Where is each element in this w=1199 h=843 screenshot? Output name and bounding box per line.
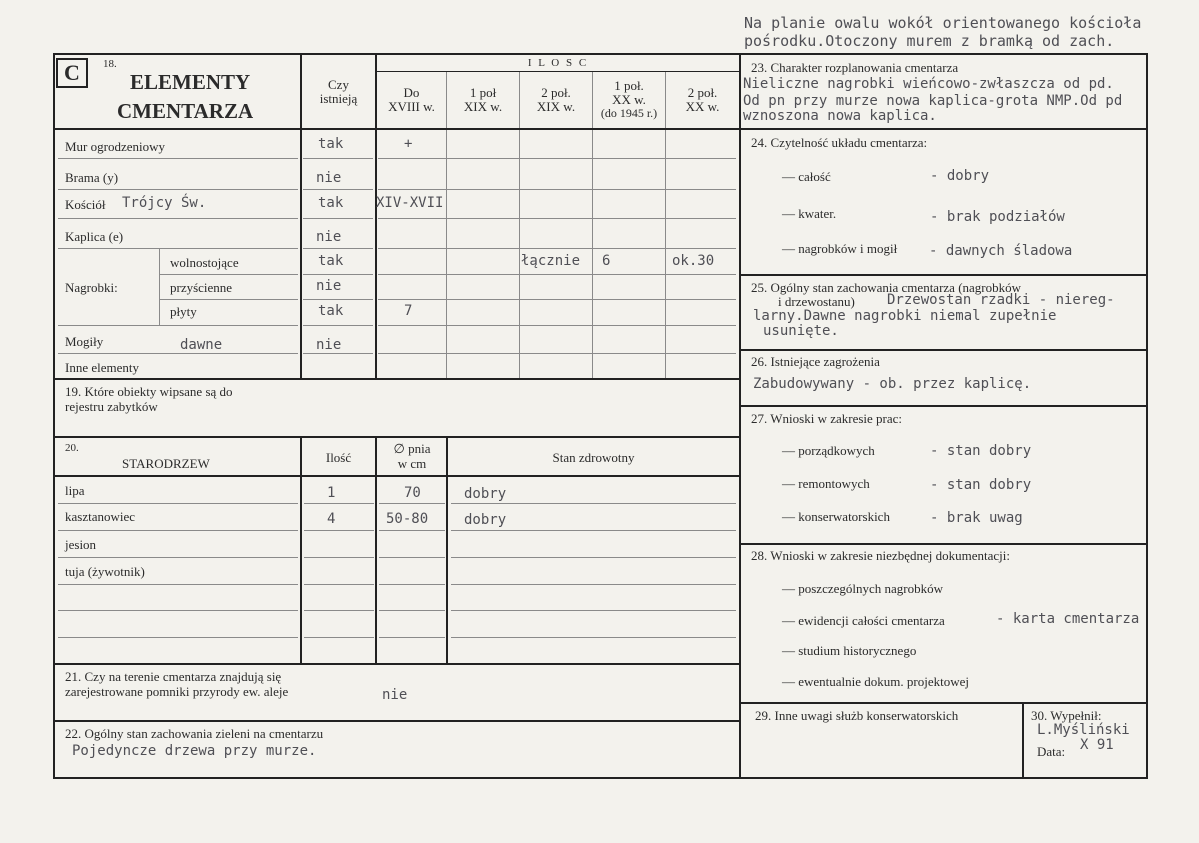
row-exists-kaplica: nie [316, 229, 342, 245]
row-p4-wolnostojace: 6 [602, 253, 611, 269]
section-21-bottom [55, 720, 739, 722]
health-line-2 [451, 530, 736, 531]
s25-answer-1: Drzewostan rzadki - niereg- [887, 292, 1115, 308]
s25-text-2: i drzewostanu) [778, 294, 855, 309]
health-line-4 [451, 584, 736, 585]
nagrobki-label: Nagrobki: [65, 280, 118, 295]
row-label-inne: Inne elementy [65, 360, 139, 375]
diam-line-4 [379, 584, 445, 585]
row-extra-mogily: dawne [180, 337, 223, 353]
period-line-5 [378, 274, 736, 275]
row-exists-kosciol: tak [318, 195, 344, 211]
period-1-a: Do [403, 85, 420, 100]
s30-text: 30. Wypełnił: [1031, 708, 1102, 723]
header-bottom-line [55, 128, 739, 130]
s20-header-bottom [55, 475, 739, 477]
row-p5-wolnostojace: ok.30 [672, 253, 715, 269]
s27-text: 27. Wnioski w zakresie prac: [751, 411, 903, 426]
tree-health-kasztanowiec: dobry [464, 512, 507, 528]
s28-item-2: — ewidencji całości cmentarza [782, 613, 945, 628]
s21-text-2: zarejestrowane pomniki przyrody ew. aleje [65, 684, 289, 699]
tree-name-jesion: jesion [65, 537, 97, 552]
period-5-a: 2 poł. [687, 85, 718, 100]
period-divider-4 [665, 72, 666, 379]
tree-line-3 [58, 557, 298, 558]
period-divider-2 [519, 72, 520, 379]
health-line-1 [451, 503, 736, 504]
section-28-bottom [741, 702, 1146, 704]
exists-line-5 [303, 274, 373, 275]
note-line-1: Na planie owalu wokół orientowanego kościoła [744, 14, 1142, 32]
s28-item-1: — poszczególnych nagrobków [782, 581, 944, 596]
period-2-a: 1 poł [469, 85, 497, 100]
s23-answer-2: Od pn przy murze nowa kaplica-grota NMP.Od pd [743, 93, 1123, 109]
section-26-bottom [741, 405, 1146, 407]
s27-answer-3: - brak uwag [930, 510, 1023, 526]
exists-line-4 [303, 248, 373, 249]
section-23-bottom [741, 128, 1146, 130]
count-line-5 [304, 610, 374, 611]
row-p3-wolnostojace: łącznie [521, 253, 581, 269]
s28-item-3: — studium historycznego [782, 643, 917, 658]
period-4-b: XX w. [612, 92, 646, 107]
period-divider-1 [446, 72, 447, 379]
col-exists-2: istnieją [319, 91, 358, 106]
period-4-c: (do 1945 r.) [600, 106, 658, 120]
row-p1-kosciol: XIV-XVII [376, 195, 444, 211]
s22-answer: Pojedyncze drzewa przy murze. [72, 743, 317, 759]
s25-answer-3: usunięte. [763, 323, 839, 339]
row-line-4 [58, 248, 298, 249]
period-3-a: 2 poł. [541, 85, 571, 100]
s26-text: 26. Istniejące zagrożenia [751, 354, 880, 369]
s24-answer-2: - brak podziałów [930, 209, 1065, 225]
tree-line-4 [58, 584, 298, 585]
period-line-3 [378, 218, 736, 219]
exists-line-3 [303, 218, 373, 219]
s24-item-3: — nagrobków i mogił [782, 241, 898, 256]
s21-text-1: 21. Czy na terenie cmentarza znajdują się [65, 669, 282, 684]
row-label-kaplica: Kaplica (e) [65, 229, 124, 244]
s20-number: 20. [65, 442, 79, 454]
s27-item-1: — porządkowych [782, 443, 875, 458]
tree-health-lipa: dobry [464, 486, 507, 502]
section-27-bottom [741, 543, 1146, 545]
s19-text-1: 19. Które obiekty wipsane są do [65, 384, 233, 399]
period-2-b: XIX w. [463, 99, 503, 114]
section-18-number: 18. [103, 58, 117, 70]
s28-answer-2: - karta cmentarza [996, 611, 1140, 627]
count-line-2 [304, 530, 374, 531]
row-line-6 [160, 299, 298, 300]
s20-col-health: Stan zdrowotny [552, 450, 635, 465]
row-label-mur: Mur ogrodzeniowy [65, 139, 166, 154]
s28-text: 28. Wnioski w zakresie niezbędnej dokumentacji: [751, 548, 1010, 563]
row-line-8 [58, 353, 298, 354]
s23-answer-1: Nieliczne nagrobki wieńcowo-zwłaszcza od pd. [743, 76, 1114, 92]
period-line-7 [378, 325, 736, 326]
s27-item-3: — konserwatorskich [782, 509, 890, 524]
tree-count-kasztanowiec: 4 [327, 511, 336, 527]
s20-divider-3 [446, 437, 448, 664]
frame-top [53, 53, 1148, 55]
row-label-mogily: Mogiły [65, 334, 104, 349]
row-line-2 [58, 189, 298, 190]
s24-item-1: — całość [782, 169, 831, 184]
health-line-3 [451, 557, 736, 558]
s25-text-1: 25. Ogólny stan zachowania cmentarza (nagrobków [751, 280, 1022, 295]
s20-divider-2 [375, 437, 377, 664]
s25-answer-2: larny.Dawne nagrobki niemal zupełnie [753, 308, 1057, 324]
diam-line-6 [379, 637, 445, 638]
period-line-8 [378, 353, 736, 354]
s24-answer-1: - dobry [930, 168, 990, 184]
s29-s30-divider [1022, 703, 1024, 778]
row-exists-plyty: tak [318, 303, 344, 319]
s30-date: X 91 [1080, 737, 1114, 753]
nagrobki-divider [159, 249, 160, 325]
tree-line-6 [58, 637, 298, 638]
elements-title-2: CMENTARZA [117, 99, 254, 123]
period-5-b: XX w. [685, 99, 720, 114]
ilosc-underline [377, 71, 739, 72]
section-c-letter: C [64, 60, 80, 85]
s24-text: 24. Czytelność układu cmentarza: [751, 135, 928, 150]
count-line-4 [304, 584, 374, 585]
s30-name: L.Myśliński [1037, 722, 1130, 738]
s20-divider-1 [300, 437, 302, 664]
tree-line-5 [58, 610, 298, 611]
tree-diam-kasztanowiec: 50-80 [386, 511, 429, 527]
ilosc-header: I L O S C [527, 57, 589, 69]
s29-text: 29. Inne uwagi służb konserwatorskich [755, 708, 959, 723]
tree-diam-lipa: 70 [404, 485, 421, 501]
s27-answer-2: - stan dobry [930, 477, 1032, 493]
s23-text: 23. Charakter rozplanowania cmentarza [751, 60, 959, 75]
elements-title-1: ELEMENTY [130, 70, 251, 94]
tree-name-kasztanowiec: kasztanowiec [65, 509, 136, 524]
count-line-1 [304, 503, 374, 504]
s20-col-count: Ilość [325, 450, 352, 465]
row-line-3 [58, 218, 298, 219]
period-line-4 [378, 248, 736, 249]
s28-item-4: — ewentualnie dokum. projektowej [782, 674, 970, 689]
count-line-3 [304, 557, 374, 558]
row-extra-kosciol: Trójcy Św. [122, 195, 207, 211]
row-exists-przyscienne: nie [316, 278, 342, 294]
health-line-6 [451, 637, 736, 638]
s20-title: STARODRZEW [122, 456, 210, 471]
period-3-b: XIX w. [536, 99, 576, 114]
col-exists-1: Czy [328, 77, 349, 92]
tree-line-2 [58, 530, 298, 531]
tree-count-lipa: 1 [327, 485, 336, 501]
exists-line-1 [303, 158, 373, 159]
s27-item-2: — remontowych [782, 476, 870, 491]
section-25-bottom [741, 349, 1146, 351]
s20-col-diam-1: ∅ pnia [393, 441, 431, 456]
s24-item-2: — kwater. [782, 206, 837, 221]
diam-line-1 [379, 503, 445, 504]
s21-answer: nie [382, 687, 408, 703]
middle-divider [739, 53, 741, 778]
health-line-5 [451, 610, 736, 611]
s27-answer-1: - stan dobry [930, 443, 1032, 459]
row-label-wolnostojace: wolnostojące [170, 255, 239, 270]
tree-name-lipa: lipa [65, 483, 85, 498]
s26-answer: Zabudowywany - ob. przez kaplicę. [753, 376, 1032, 392]
frame-right [1146, 53, 1148, 779]
s20-col-diam-2: w cm [397, 456, 427, 471]
row-exists-wolnostojace: tak [318, 253, 344, 269]
row-p1-plyty: 7 [404, 303, 413, 319]
row-line-1 [58, 158, 298, 159]
frame-bottom [53, 777, 1148, 779]
section-18-bottom [55, 378, 739, 380]
exists-line-2 [303, 189, 373, 190]
exists-line-6 [303, 299, 373, 300]
row-exists-mogily: nie [316, 337, 342, 353]
row-exists-mur: tak [318, 136, 344, 152]
count-line-6 [304, 637, 374, 638]
s30-date-label: Data: [1037, 744, 1066, 759]
row-label-brama: Brama (y) [65, 170, 119, 185]
row-exists-brama: nie [316, 170, 342, 186]
period-line-6 [378, 299, 736, 300]
s19-text-2: rejestru zabytków [65, 399, 158, 414]
row-label-przyscienne: przyścienne [170, 280, 233, 295]
s24-answer-3: - dawnych śladowa [929, 243, 1073, 259]
row-line-7 [58, 325, 298, 326]
diam-line-2 [379, 530, 445, 531]
tree-name-tuja: tuja (żywotnik) [65, 564, 145, 579]
diam-line-5 [379, 610, 445, 611]
diam-line-3 [379, 557, 445, 558]
exists-line-8 [303, 353, 373, 354]
period-1-b: XVIII w. [388, 99, 435, 114]
section-24-bottom [741, 274, 1146, 276]
s22-text: 22. Ogólny stan zachowania zieleni na cmentarzu [65, 726, 324, 741]
period-4-a: 1 poł. [614, 78, 644, 93]
row-line-5 [160, 274, 298, 275]
row-p1-mur: + [404, 136, 413, 152]
section-19-bottom [55, 436, 739, 438]
exists-line-7 [303, 325, 373, 326]
period-line-1 [378, 158, 736, 159]
section-20-bottom [55, 663, 739, 665]
row-label-kosciol: Kościół [65, 197, 106, 212]
period-line-2 [378, 189, 736, 190]
s23-answer-3: wznoszona nowa kaplica. [743, 108, 937, 124]
tree-line-1 [58, 503, 298, 504]
note-line-2: pośrodku.Otoczony murem z bramką od zach. [744, 32, 1115, 50]
row-label-plyty: płyty [170, 304, 197, 319]
frame-left [53, 53, 55, 779]
